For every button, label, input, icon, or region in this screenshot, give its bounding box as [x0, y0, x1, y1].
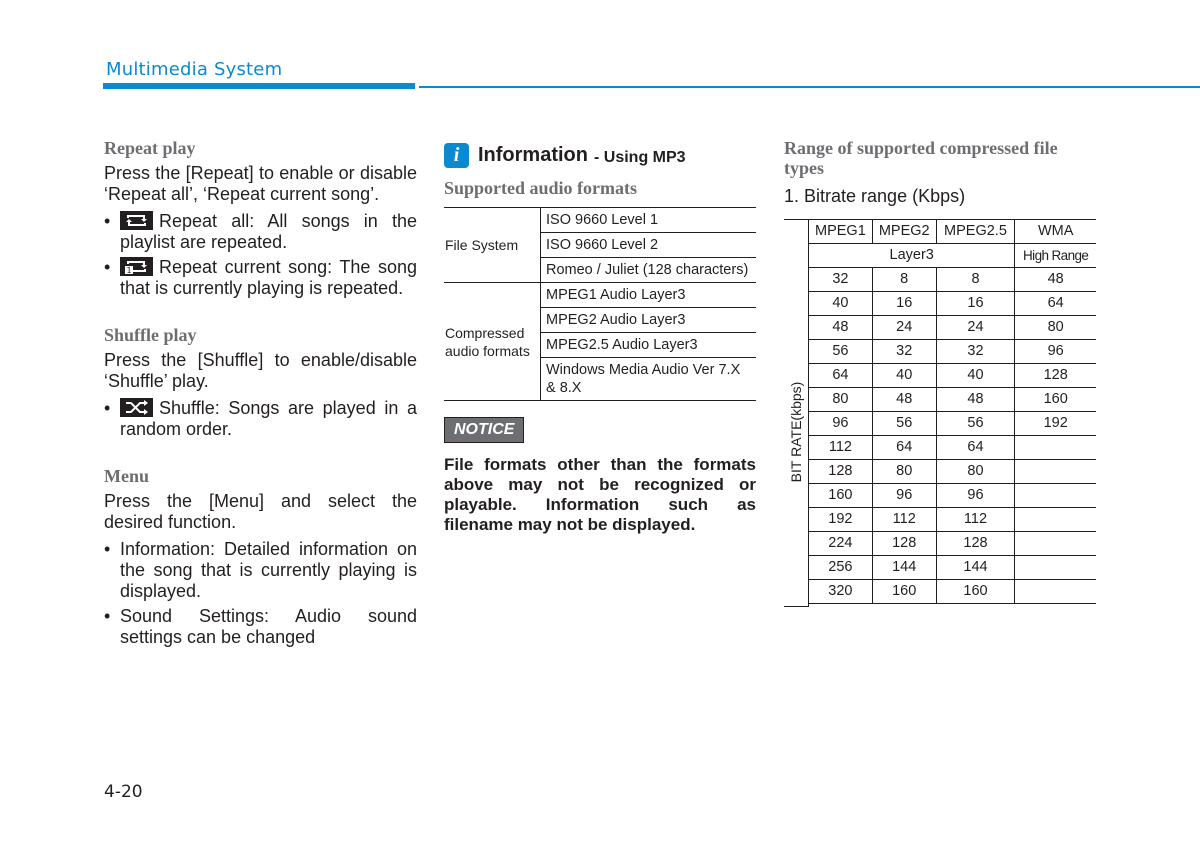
table-cell: 224 — [809, 532, 873, 556]
table-cell: 160 — [809, 484, 873, 508]
bitrate-axis-label: BIT RATE(kbps) — [788, 381, 804, 483]
table-row — [809, 460, 1097, 484]
table-cell: 16 — [936, 292, 1015, 316]
table-cell: 256 — [809, 556, 873, 580]
table-cell — [1015, 532, 1096, 556]
table-cell: 160 — [936, 580, 1015, 604]
table-cell — [1015, 580, 1096, 604]
info-subtitle: - Using MP3 — [594, 148, 686, 166]
table-cell: MPEG1 Audio Layer3 — [541, 283, 757, 308]
table-cell: 16 — [872, 292, 936, 316]
table-cell: 80 — [809, 388, 873, 412]
notice-text: File formats other than the formats above may not be recognized or playable. Information such as filename may not be displayed. — [444, 455, 756, 534]
menu-list — [104, 539, 417, 648]
table-cell: 48 — [872, 388, 936, 412]
table-row — [444, 283, 756, 308]
header-cell: MPEG2.5 — [936, 220, 1015, 244]
table-cell: 48 — [936, 388, 1015, 412]
table-cell: 320 — [809, 580, 873, 604]
info-header — [444, 143, 756, 168]
table-cell: 40 — [872, 364, 936, 388]
repeat-one-icon — [120, 257, 153, 276]
table-cell: 160 — [1015, 388, 1096, 412]
table-cell: 8 — [872, 268, 936, 292]
table-row — [809, 436, 1097, 460]
table-row — [809, 508, 1097, 532]
table-cell: Windows Media Audio Ver 7.X & 8.X — [541, 358, 757, 401]
table-cell: 128 — [1015, 364, 1096, 388]
table-cell: 96 — [936, 484, 1015, 508]
table-row — [809, 340, 1097, 364]
table-cell: MPEG2.5 Audio Layer3 — [541, 333, 757, 358]
axis-box — [784, 219, 809, 607]
table-row — [809, 484, 1097, 508]
shuffle-heading: Shuffle play — [104, 325, 197, 345]
table-cell: 144 — [872, 556, 936, 580]
table-row — [809, 532, 1097, 556]
range-heading: Range of supported compressed file types — [784, 138, 1058, 178]
table-cell: 64 — [1015, 292, 1096, 316]
table-cell: 160 — [872, 580, 936, 604]
column-middle — [444, 143, 756, 535]
table-cell: MPEG2 Audio Layer3 — [541, 308, 757, 333]
table-cell: 128 — [936, 532, 1015, 556]
table-cell: 192 — [1015, 412, 1096, 436]
list-item: • Sound Settings: Audio sound settings can be changed — [104, 606, 417, 648]
column-left — [104, 138, 417, 652]
table-cell: 80 — [1015, 316, 1096, 340]
list-item — [104, 398, 417, 440]
repeat-text: Press the [Repeat] to enable or disable ‘Repeat all’, ‘Repeat current song’. — [104, 163, 417, 204]
table-cell: 40 — [809, 292, 873, 316]
layer-cell: Layer3 — [809, 244, 1015, 268]
table-cell: 128 — [809, 460, 873, 484]
table-cell: Romeo / Juliet (128 characters) — [541, 258, 757, 283]
repeat-list — [104, 211, 417, 299]
table-cell: 24 — [872, 316, 936, 340]
header-cell: MPEG1 — [809, 220, 873, 244]
table-cell: 48 — [1015, 268, 1096, 292]
table-cell — [1015, 484, 1096, 508]
menu-heading: Menu — [104, 466, 149, 486]
repeat-one-text: Repeat current song: The song that is currently playing is repeated. — [120, 257, 417, 298]
repeat-all-icon — [120, 211, 153, 230]
table-cell: 32 — [809, 268, 873, 292]
table-header-row — [809, 220, 1097, 244]
table-cell: 144 — [936, 556, 1015, 580]
table-cell: 112 — [872, 508, 936, 532]
menu-text: Press the [Menu] and select the desired function. — [104, 491, 417, 532]
bitrate-table — [808, 219, 1096, 604]
table-cell: ISO 9660 Level 2 — [541, 233, 757, 258]
table-cell: 112 — [936, 508, 1015, 532]
table-cell: 64 — [809, 364, 873, 388]
table-cell: 56 — [936, 412, 1015, 436]
table-cell — [1015, 436, 1096, 460]
table-cell: 40 — [936, 364, 1015, 388]
header-cell: MPEG2 — [872, 220, 936, 244]
page-number: 4-20 — [104, 782, 143, 802]
info-title: Information — [478, 144, 588, 166]
table-cell — [1015, 556, 1096, 580]
table-row — [809, 388, 1097, 412]
file-system-label: File System — [444, 208, 541, 283]
list-item — [104, 257, 417, 299]
table-cell: 64 — [872, 436, 936, 460]
table-cell — [1015, 508, 1096, 532]
table-cell: 32 — [872, 340, 936, 364]
table-cell: 96 — [1015, 340, 1096, 364]
table-cell: 64 — [936, 436, 1015, 460]
table-row — [809, 292, 1097, 316]
table-cell — [1015, 460, 1096, 484]
bitrate-table-wrap — [784, 219, 1096, 605]
table-row — [809, 580, 1097, 604]
wma-range-cell: High Range — [1015, 244, 1096, 268]
bitrate-subheading: 1. Bitrate range (Kbps) — [784, 186, 966, 206]
shuffle-text: Press the [Shuffle] to enable/disable ‘Shuffle’ play. — [104, 350, 417, 391]
table-cell: 32 — [936, 340, 1015, 364]
table-cell: 48 — [809, 316, 873, 340]
notice-badge: NOTICE — [444, 417, 524, 443]
shuffle-list — [104, 398, 417, 440]
running-header: Multimedia System — [106, 59, 283, 80]
table-cell: 96 — [872, 484, 936, 508]
table-cell: 8 — [936, 268, 1015, 292]
table-cell: 192 — [809, 508, 873, 532]
header-rule-thin — [419, 86, 1200, 88]
header-cell: WMA — [1015, 220, 1096, 244]
table-cell: 128 — [872, 532, 936, 556]
repeat-all-text: Repeat all: All songs in the playlist are repeated. — [120, 211, 417, 252]
table-row — [809, 364, 1097, 388]
info-icon: i — [444, 143, 469, 168]
repeat-heading: Repeat play — [104, 138, 196, 158]
table-cell: ISO 9660 Level 1 — [541, 208, 757, 233]
compressed-label: Compressed audio formats — [444, 283, 541, 401]
table-row — [809, 412, 1097, 436]
list-item — [104, 211, 417, 253]
table-row — [444, 208, 756, 233]
table-cell: 24 — [936, 316, 1015, 340]
shuffle-icon — [120, 398, 153, 417]
table-row — [809, 556, 1097, 580]
formats-table — [444, 207, 756, 401]
table-cell: 112 — [809, 436, 873, 460]
table-row — [809, 316, 1097, 340]
table-cell: 96 — [809, 412, 873, 436]
shuffle-bullet-text: Shuffle: Songs are played in a random order. — [120, 398, 417, 439]
table-cell: 80 — [872, 460, 936, 484]
table-cell: 56 — [872, 412, 936, 436]
list-item: • Information: Detailed information on the song that is currently playing is displayed. — [104, 539, 417, 602]
table-row — [809, 268, 1097, 292]
table-subheader-row — [809, 244, 1097, 268]
formats-heading: Supported audio formats — [444, 178, 638, 198]
header-rule-thick — [103, 83, 415, 89]
table-cell: 80 — [936, 460, 1015, 484]
table-cell: 56 — [809, 340, 873, 364]
column-right — [784, 138, 1096, 605]
svg-text:1: • 1 — [126, 266, 132, 275]
